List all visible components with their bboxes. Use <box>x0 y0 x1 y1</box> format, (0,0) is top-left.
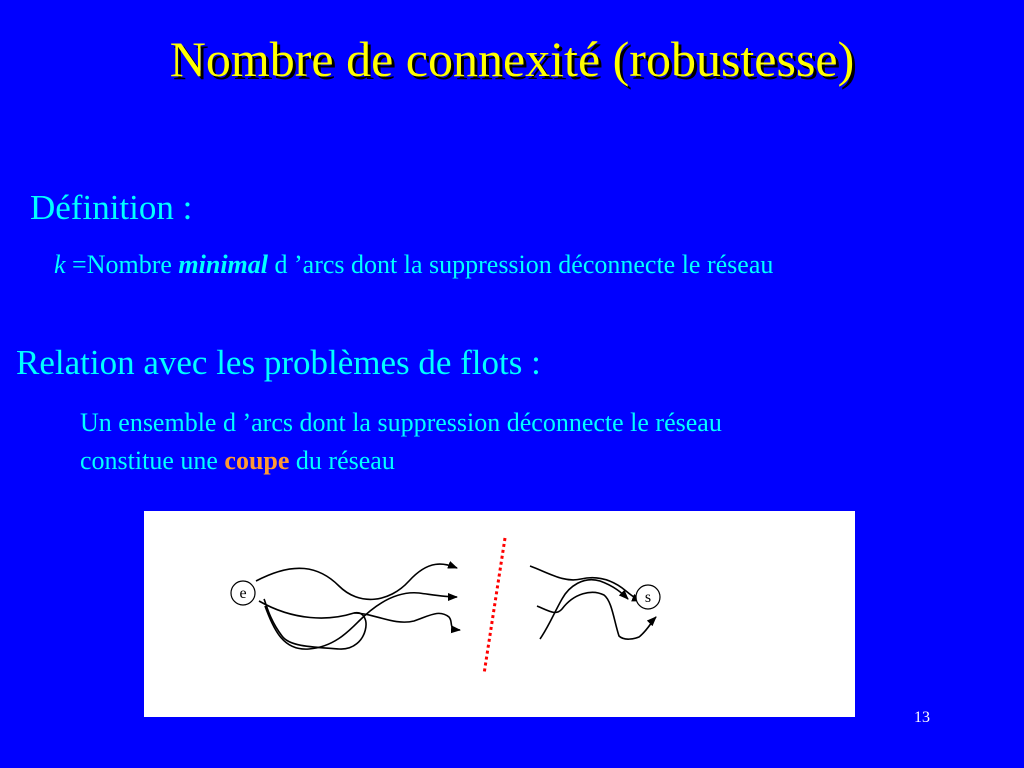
arc-left-2-head <box>354 613 460 630</box>
definition-text-before: Nombre <box>86 250 179 279</box>
arc-right-2 <box>540 580 628 639</box>
sink-node-label: s <box>644 589 652 606</box>
cut-diagram <box>144 511 855 717</box>
definition-text <box>54 252 773 278</box>
relation-line-1: Un ensemble d ’arcs dont la suppression déconnecte le réseau <box>80 408 722 437</box>
slide-title: Nombre de connexité (robustesse) <box>169 31 855 87</box>
definition-heading: Définition : <box>30 188 193 227</box>
cut-diagram-svg <box>144 511 855 717</box>
relation-text <box>80 404 722 480</box>
source-node-label: e <box>239 585 247 602</box>
arc-left-2 <box>259 599 366 649</box>
relation-line-2-after: du réseau <box>289 446 395 475</box>
arc-left-3 <box>265 593 457 649</box>
relation-line-2 <box>80 442 722 480</box>
definition-variable: k <box>54 250 66 279</box>
relation-line-2-before: constitue une <box>80 446 225 475</box>
relation-heading: Relation avec les problèmes de flots : <box>16 343 541 382</box>
definition-equals: = <box>65 250 87 279</box>
coupe-highlight: coupe <box>224 446 290 475</box>
cut-line <box>484 538 505 674</box>
definition-emphasis: minimal <box>178 250 268 279</box>
definition-text-after: d ’arcs dont la suppression déconnecte le réseau <box>268 250 774 279</box>
page-number: 13 <box>914 709 930 726</box>
